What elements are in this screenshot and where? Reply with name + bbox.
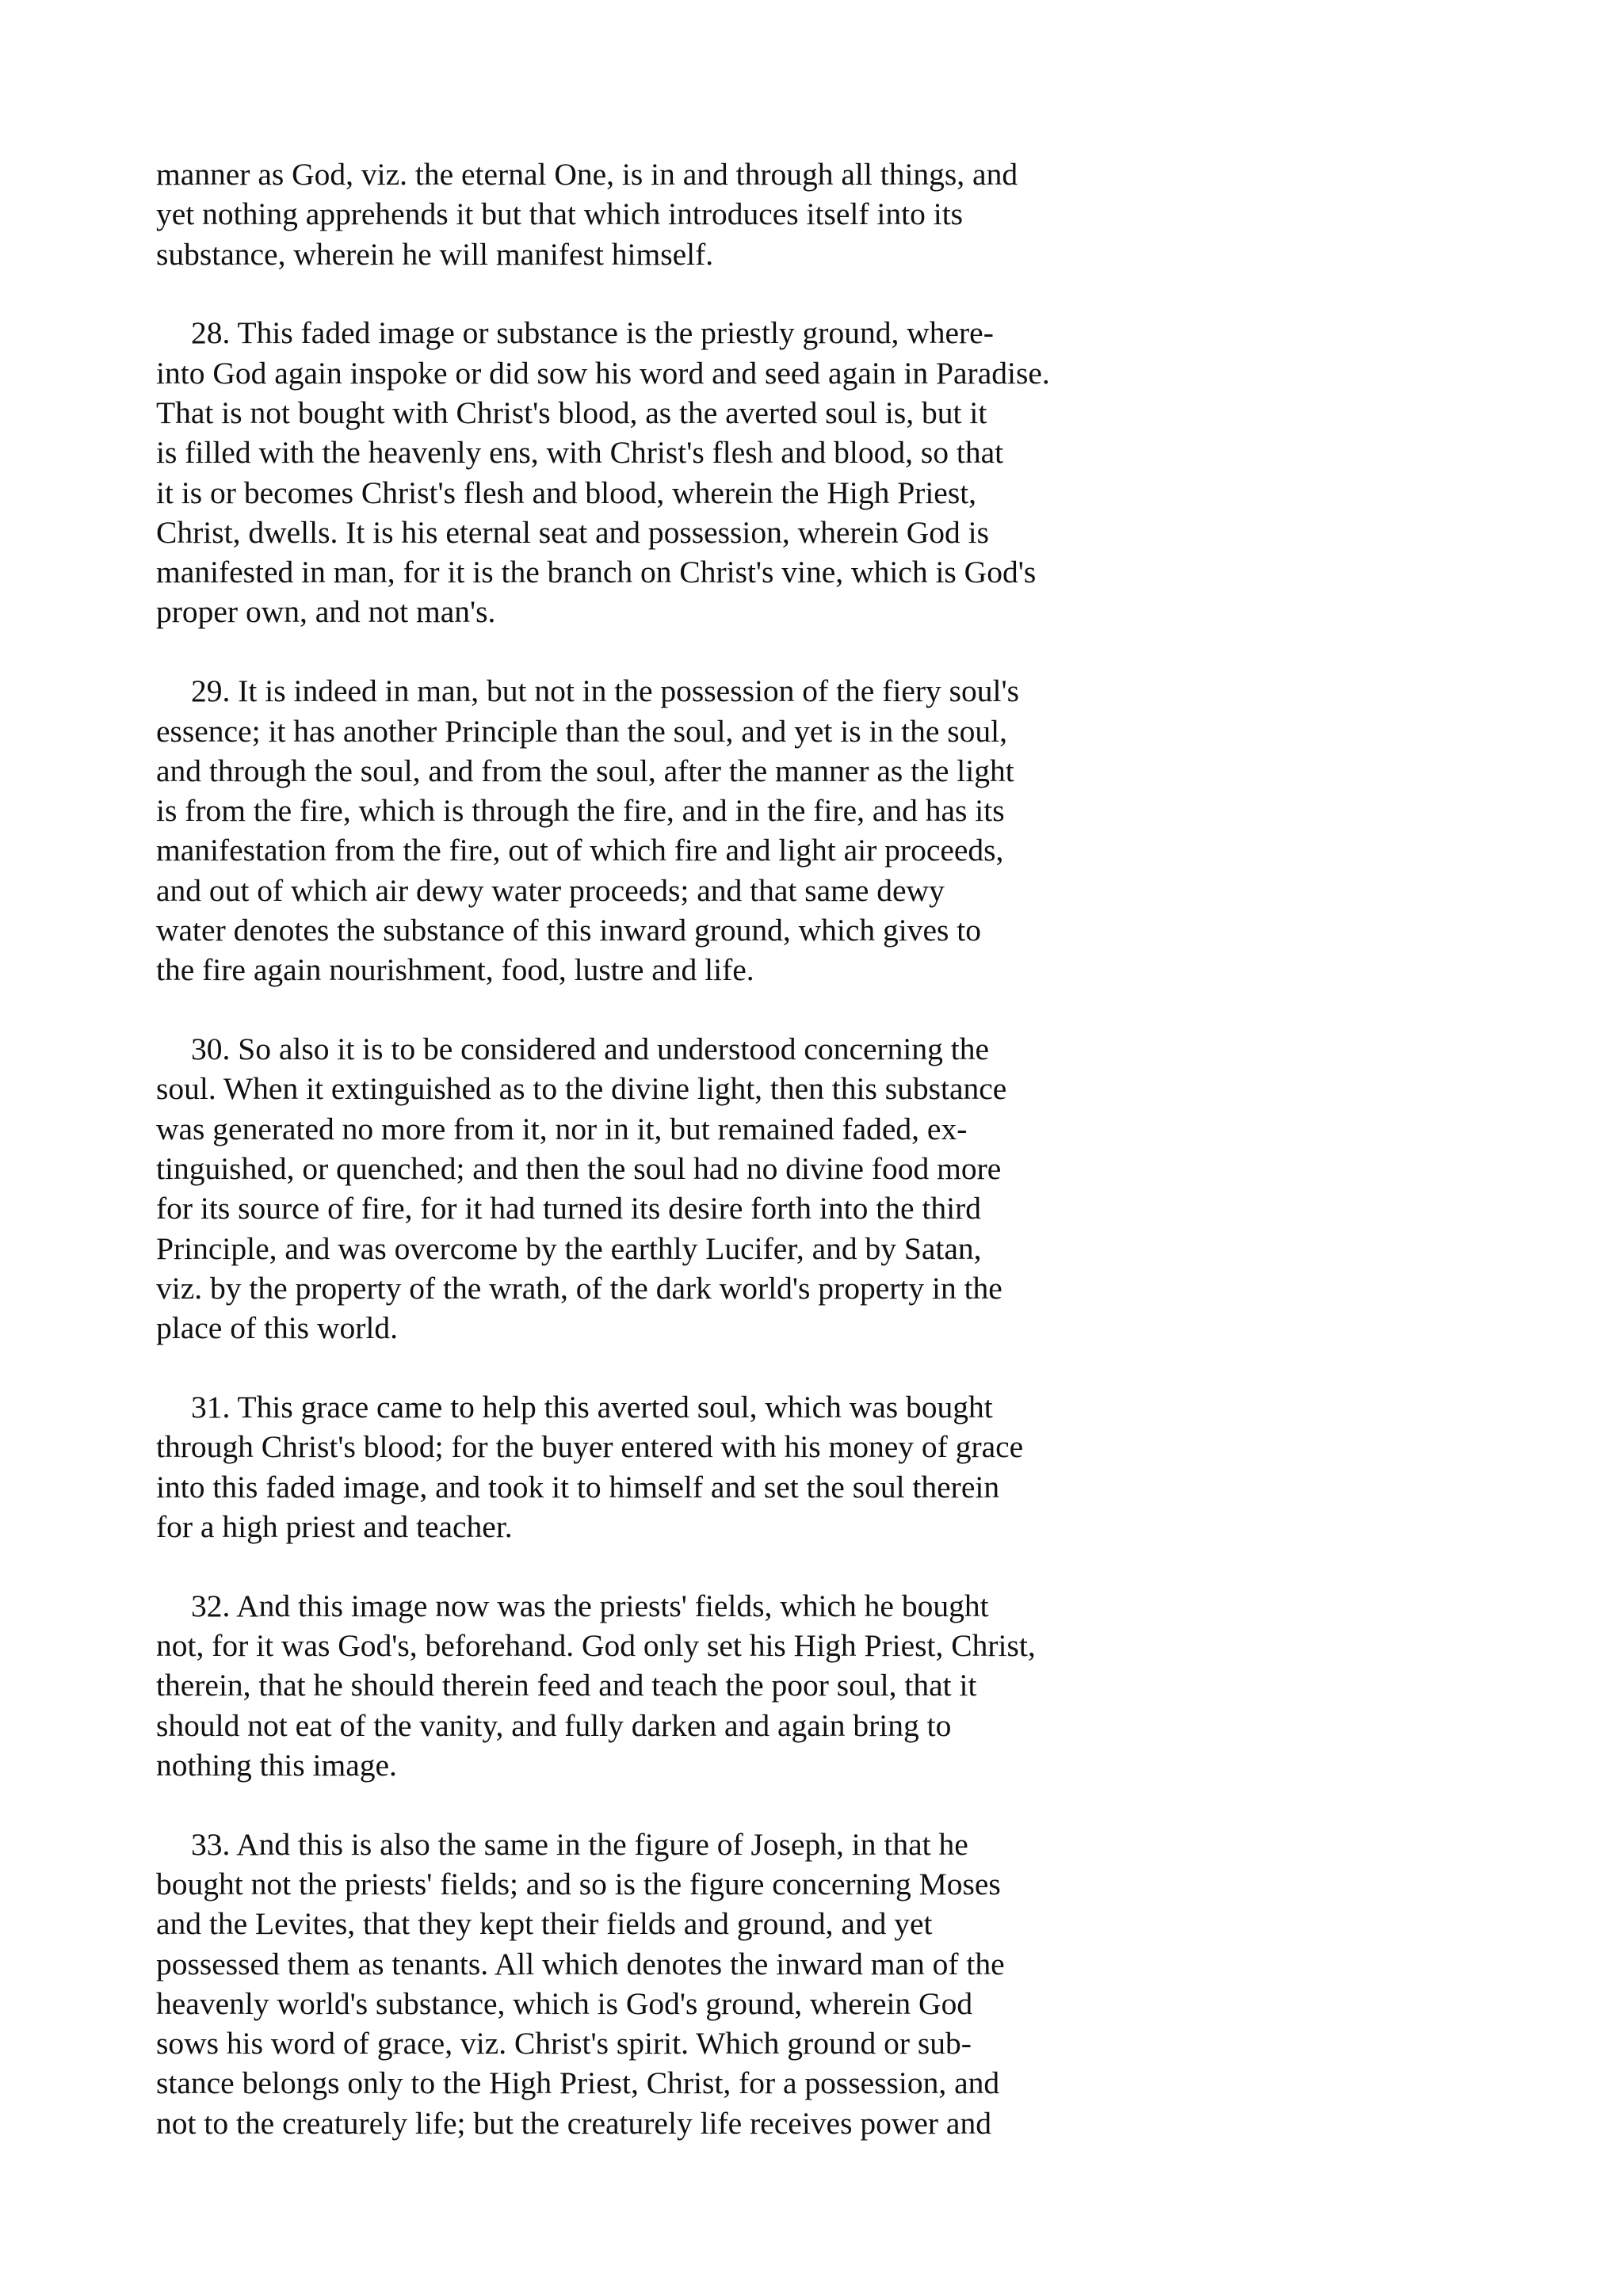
- text-line: is from the fire, which is through the fire, and in the fire, and has its: [156, 793, 1005, 829]
- text-line: therein, that he should therein feed and teach the poor soul, that it: [156, 1668, 977, 1703]
- text-line: not, for it was God's, beforehand. God only set his High Priest, Christ,: [156, 1628, 1036, 1663]
- text-line: is filled with the heavenly ens, with Christ's flesh and blood, so that: [156, 435, 1004, 471]
- text-line: water denotes the substance of this inward ground, which gives to: [156, 913, 982, 948]
- text-line: manifestation from the fire, out of which fire and light air proceeds,: [156, 833, 1004, 868]
- paragraph-33: [156, 1825, 1281, 2143]
- text-line: manifested in man, for it is the branch on Christ's vine, which is God's: [156, 555, 1037, 590]
- text-line: bought not the priests' fields; and so is the figure concerning Moses: [156, 1866, 1001, 1901]
- paragraph-29: [156, 671, 1281, 990]
- text-line: into this faded image, and took it to himself and set the soul therein: [156, 1469, 1000, 1505]
- text-line: place of this world.: [156, 1310, 398, 1346]
- text-line: soul. When it extinguished as to the divine light, then this substance: [156, 1071, 1007, 1107]
- text-line: manner as God, viz. the eternal One, is in and through all things, and: [156, 157, 1018, 192]
- text-line: heavenly world's substance, which is God's ground, wherein God: [156, 1985, 973, 2021]
- text-line: essence; it has another Principle than the soul, and yet is in the soul,: [156, 713, 1007, 749]
- text-line: possessed them as tenants. All which denotes the inward man of the: [156, 1946, 1005, 1981]
- text-line: and out of which air dewy water proceeds; and that same dewy: [156, 872, 945, 908]
- text-line: through Christ's blood; for the buyer entered with his money of grace: [156, 1429, 1024, 1465]
- text-line: and the Levites, that they kept their fields and ground, and yet: [156, 1906, 933, 1942]
- text-line: nothing this image.: [156, 1747, 397, 1783]
- text-line: yet nothing apprehends it but that which introduces itself into its: [156, 196, 964, 232]
- text-line: substance, wherein he will manifest himself.: [156, 236, 714, 272]
- text-line: sows his word of grace, viz. Christ's spirit. Which ground or sub-: [156, 2026, 972, 2061]
- text-line: 31. This grace came to help this averted soul, which was bought: [191, 1390, 993, 1425]
- text-line: 29. It is indeed in man, but not in the possession of the fiery soul's: [191, 673, 1019, 709]
- text-line: should not eat of the vanity, and fully darken and again bring to: [156, 1707, 952, 1743]
- text-line: for its source of fire, for it had turned its desire forth into the third: [156, 1191, 981, 1226]
- text-line: it is or becomes Christ's flesh and blood, wherein the High Priest,: [156, 475, 977, 510]
- text-line: not to the creaturely life; but the creaturely life receives power and: [156, 2105, 991, 2141]
- text-line: tinguished, or quenched; and then the soul had no divine food more: [156, 1151, 1002, 1187]
- text-line: 33. And this is also the same in the figure of Joseph, in that he: [191, 1826, 968, 1862]
- text-line: 28. This faded image or substance is the priestly ground, where-: [191, 315, 994, 351]
- text-line: viz. by the property of the wrath, of the dark world's property in the: [156, 1270, 1002, 1306]
- text-line: into God again inspoke or did sow his word and seed again in Paradise.: [156, 355, 1050, 391]
- text-line: was generated no more from it, nor in it, but remained faded, ex-: [156, 1111, 968, 1146]
- text-line: proper own, and not man's.: [156, 594, 496, 630]
- text-line: and through the soul, and from the soul, after the manner as the light: [156, 753, 1014, 788]
- text-line: 30. So also it is to be considered and understood concerning the: [191, 1032, 990, 1067]
- paragraph-32: [156, 1586, 1281, 1785]
- text-line: 32. And this image now was the priests' fields, which he bought: [191, 1588, 989, 1623]
- text-line: the fire again nourishment, food, lustre and life.: [156, 952, 754, 988]
- paragraph-28: [156, 313, 1281, 631]
- document-page: [156, 154, 1281, 2183]
- paragraph-30: [156, 1029, 1281, 1348]
- text-line: stance belongs only to the High Priest, Christ, for a possession, and: [156, 2065, 1000, 2101]
- paragraph-continuation: [156, 154, 1281, 274]
- text-line: for a high priest and teacher.: [156, 1508, 513, 1544]
- text-line: That is not bought with Christ's blood, as the averted soul is, but it: [156, 395, 987, 430]
- paragraph-31: [156, 1387, 1281, 1547]
- text-line: Christ, dwells. It is his eternal seat and possession, wherein God is: [156, 514, 989, 550]
- text-line: Principle, and was overcome by the earthly Lucifer, and by Satan,: [156, 1230, 982, 1266]
